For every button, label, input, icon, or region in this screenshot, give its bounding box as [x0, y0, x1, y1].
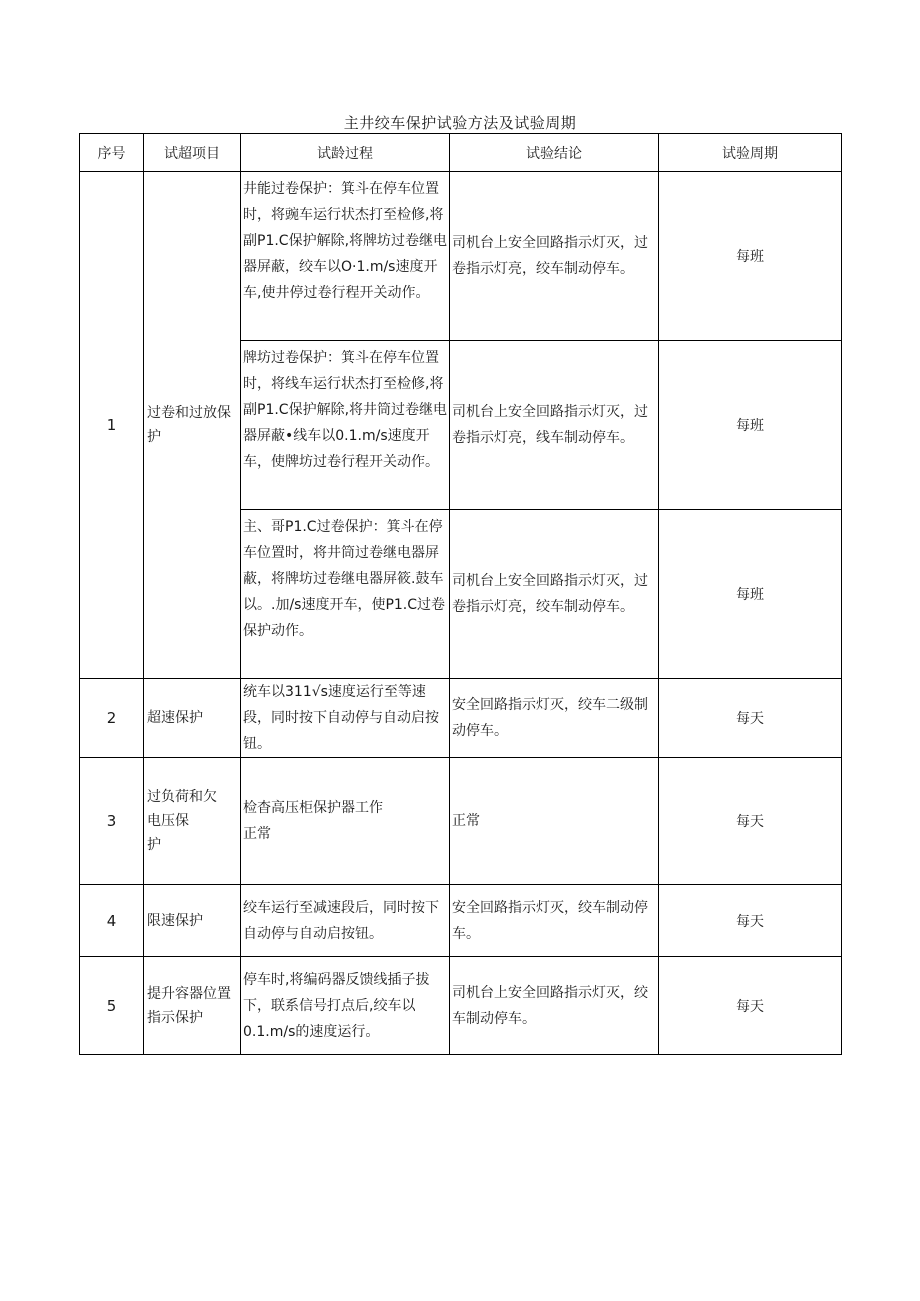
- header-period: 试验周期: [659, 134, 842, 172]
- conclusion-cell: 司机台上安全回路指示灯灭，过卷指示灯亮，绞车制动停车。: [450, 510, 659, 679]
- item-cell: 超速保护: [144, 679, 241, 758]
- seq-cell: 3: [80, 758, 144, 885]
- table-row: [80, 679, 842, 758]
- table-row: [80, 957, 842, 1055]
- process-cell: 主、哥P1.C过卷保护：箕斗在停车位置时，将井筒过卷继电器屏蔽，将牌坊过卷继电器屏筱.鼓车以。.加/s速度开车，使P1.C过卷保护动作。: [241, 510, 450, 679]
- seq-cell: 5: [80, 957, 144, 1055]
- item-cell: 过负荷和欠 电压保 护: [144, 758, 241, 885]
- table-row: [80, 758, 842, 885]
- conclusion-cell: 司机台上安全回路指示灯灭，绞车制动停车。: [450, 957, 659, 1055]
- process-cell: 停车时,将编码器反馈线插子拔下，联系信号打点后,绞车以0.1.m/s的速度运行。: [241, 957, 450, 1055]
- seq-cell: 4: [80, 885, 144, 957]
- conclusion-cell: 安全回路指示灯灭，绞车二级制动停车。: [450, 679, 659, 758]
- period-cell: 每天: [659, 679, 842, 758]
- process-cell: 井能过卷保护：箕斗在停车位置时，将豌车运行状杰打至检修,将副P1.C保护解除,将牌坊过卷继电器屏蔽，绞车以O·1.m/s速度开车,使井停过卷行程开关动作。: [241, 172, 450, 341]
- process-cell: 检杳高压柜保护器工作 正常: [241, 758, 450, 885]
- item-cell: 过卷和过放保护: [144, 172, 241, 679]
- header-conclusion: 试验结论: [450, 134, 659, 172]
- header-process: 试龄过程: [241, 134, 450, 172]
- seq-cell: 2: [80, 679, 144, 758]
- table-row: [80, 172, 842, 341]
- conclusion-cell: 司机台上安全回路指示灯灭，过卷指示灯亮，绞车制动停车。: [450, 172, 659, 341]
- item-cell: 限速保护: [144, 885, 241, 957]
- conclusion-cell: 司机台上安全回路指示灯灭，过卷指示灯亮，线车制动停车。: [450, 341, 659, 510]
- period-cell: 每天: [659, 885, 842, 957]
- period-cell: 每班: [659, 172, 842, 341]
- period-cell: 每天: [659, 957, 842, 1055]
- conclusion-cell: 正常: [450, 758, 659, 885]
- test-method-table: [79, 133, 842, 1055]
- period-cell: 每班: [659, 510, 842, 679]
- process-cell: 统车以311√s速度运行至等速段，同时按下自动停与自动启按钮。: [241, 679, 450, 758]
- table-row: [80, 885, 842, 957]
- document-title: 主井绞车保护试验方法及试验周期: [343, 114, 577, 132]
- period-cell: 每班: [659, 341, 842, 510]
- process-cell: 绞车运行至减速段后，同时按下自动停与自动启按钮。: [241, 885, 450, 957]
- item-cell: 提升容器位置指示保护: [144, 957, 241, 1055]
- conclusion-cell: 安全回路指示灯灭，绞车制动停车。: [450, 885, 659, 957]
- period-cell: 每天: [659, 758, 842, 885]
- seq-cell: 1: [80, 172, 144, 679]
- process-cell: 牌坊过卷保护：箕斗在停车位置时，将线车运行状杰打至检修,将副P1.C保护解除,将井筒过卷继电器屏蔽•线车以0.1.m/s速度开车，使牌坊过卷行程开关动作。: [241, 341, 450, 510]
- header-seq: 序号: [80, 134, 144, 172]
- header-item: 试超项目: [144, 134, 241, 172]
- header-row: [80, 134, 842, 172]
